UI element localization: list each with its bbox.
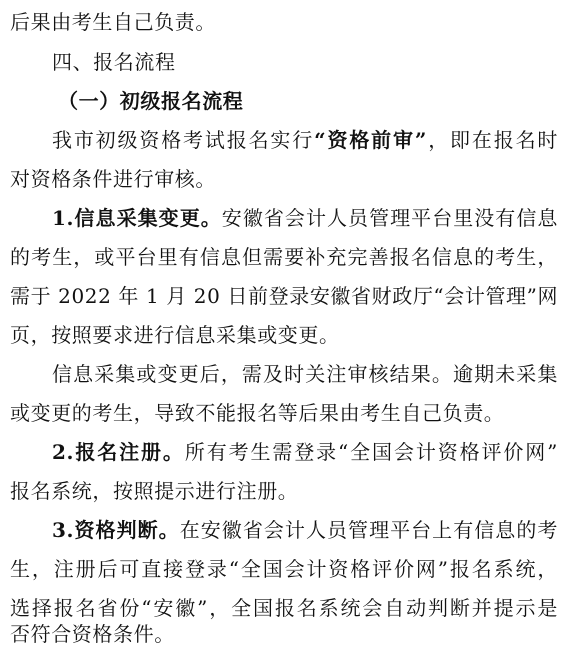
paragraph-line: 页，按照要求进行信息采集或变更。: [10, 323, 340, 347]
paragraph-text: ，即在报名时: [426, 128, 559, 152]
paragraph-text: 所有考生需登录“全国会计资格评价网”: [184, 440, 558, 464]
paragraph-line: [52, 518, 558, 542]
paragraph-line: 对资格条件进行审核。: [10, 167, 216, 191]
paragraph-line: 生，注册后可直接登录“全国会计资格评价网”报名系统，: [10, 557, 558, 581]
item-label: 2.报名注册。: [52, 440, 185, 464]
emphasis-text: “资格前审”: [314, 128, 427, 152]
paragraph-line: 需于 2022 年 1 月 20 日前登录安徽省财政厅“会计管理”网: [10, 284, 559, 308]
paragraph-text: 我市初级资格考试报名实行: [52, 128, 315, 152]
paragraph-line: [52, 440, 558, 464]
subsection-heading: （一）初级报名流程: [58, 89, 244, 113]
paragraph-line: 否符合资格条件。: [10, 622, 175, 646]
paragraph-text: 安徽省会计人员管理平台里没有信息: [221, 206, 558, 230]
paragraph-line: 后果由考生自己负责。: [10, 10, 216, 34]
item-label: 3.资格判断。: [52, 518, 180, 542]
paragraph-line: [52, 206, 558, 230]
paragraph-line: [52, 128, 558, 152]
paragraph-line: 的考生，或平台里有信息但需要补充完善报名信息的考生，: [10, 245, 558, 269]
paragraph-line: 选择报名省份“安徽”，全国报名系统会自动判断并提示是: [10, 596, 558, 620]
item-label: 1.信息采集变更。: [52, 206, 222, 230]
paragraph-text: 在安徽省会计人员管理平台上有信息的考: [179, 518, 558, 542]
section-heading: 四、报名流程: [52, 50, 176, 74]
paragraph-line: 报名系统，按照提示进行注册。: [10, 479, 299, 503]
paragraph-line: 信息采集或变更后，需及时关注审核结果。逾期未采集: [52, 362, 558, 386]
paragraph-line: 或变更的考生，导致不能报名等后果由考生自己负责。: [10, 401, 505, 425]
